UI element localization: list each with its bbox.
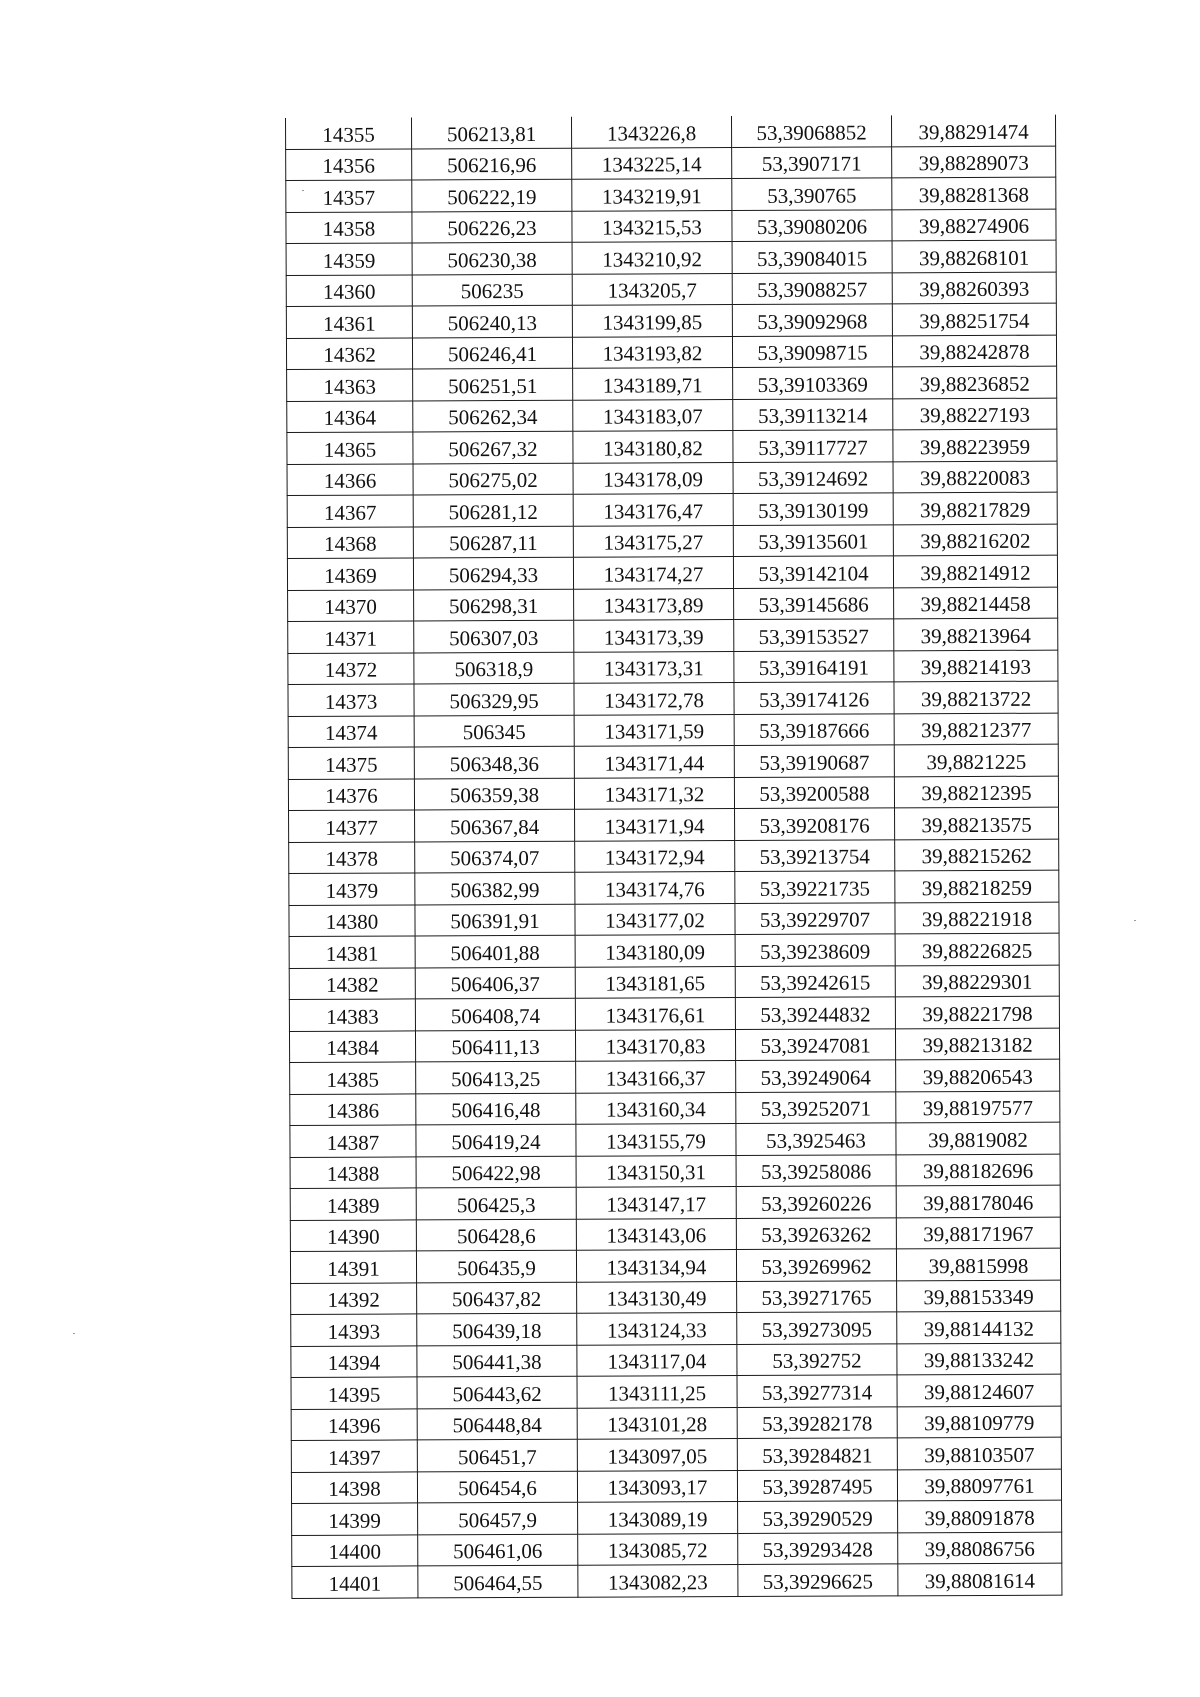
point-number-cell: 14394: [291, 1345, 417, 1377]
latitude-cell: 53,392752: [737, 1343, 897, 1375]
latitude-cell: 53,39113214: [733, 398, 893, 430]
y-coordinate-cell: 1343189,71: [573, 368, 733, 400]
longitude-cell: 39,88274906: [892, 209, 1056, 241]
longitude-cell: 39,88242878: [892, 335, 1056, 367]
x-coordinate-cell: 506408,74: [415, 998, 575, 1030]
point-number-cell: 14366: [287, 463, 413, 495]
x-coordinate-cell: 506457,9: [418, 1502, 578, 1534]
table-row: [290, 1122, 1060, 1157]
longitude-cell: 39,88223959: [893, 429, 1057, 461]
y-coordinate-cell: 1343160,34: [576, 1092, 736, 1124]
latitude-cell: 53,39142104: [733, 556, 893, 588]
latitude-cell: 53,39200588: [734, 776, 894, 808]
latitude-cell: 53,39296625: [738, 1564, 898, 1596]
longitude-cell: 39,88217829: [893, 492, 1057, 524]
x-coordinate-cell: 506329,95: [414, 683, 574, 715]
x-coordinate-cell: 506246,41: [412, 337, 572, 369]
longitude-cell: 39,88178046: [896, 1185, 1060, 1217]
x-coordinate-cell: 506251,51: [413, 368, 573, 400]
latitude-cell: 53,39124692: [733, 461, 893, 493]
longitude-cell: 39,88182696: [896, 1154, 1060, 1186]
latitude-cell: 53,39273095: [737, 1312, 897, 1344]
table-row: [288, 744, 1058, 779]
latitude-cell: 53,39164191: [734, 650, 894, 682]
longitude-cell: 39,88213722: [894, 681, 1058, 713]
y-coordinate-cell: 1343173,39: [574, 620, 734, 652]
latitude-cell: 53,39258086: [736, 1154, 896, 1186]
table-row: [289, 1028, 1059, 1063]
point-number-cell: 14392: [291, 1282, 417, 1314]
table-row: [289, 902, 1059, 937]
point-number-cell: 14374: [288, 715, 414, 747]
y-coordinate-cell: 1343173,31: [574, 651, 734, 683]
x-coordinate-cell: 506382,99: [415, 872, 575, 904]
point-number-cell: 14401: [292, 1566, 418, 1598]
y-coordinate-cell: 1343178,09: [573, 462, 733, 494]
longitude-cell: 39,8821225: [894, 744, 1058, 776]
x-coordinate-cell: 506226,23: [412, 211, 572, 243]
point-number-cell: 14385: [290, 1062, 416, 1094]
table-row: [290, 1217, 1060, 1252]
point-number-cell: 14357: [286, 180, 412, 212]
longitude-cell: 39,88281368: [892, 177, 1056, 209]
y-coordinate-cell: 1343175,27: [573, 525, 733, 557]
longitude-cell: 39,88268101: [892, 240, 1056, 272]
latitude-cell: 53,39088257: [732, 272, 892, 304]
table-row: [286, 272, 1056, 307]
y-coordinate-cell: 1343111,25: [577, 1376, 737, 1408]
longitude-cell: 39,88213182: [895, 1028, 1059, 1060]
point-number-cell: 14367: [287, 495, 413, 527]
point-number-cell: 14358: [286, 211, 412, 243]
x-coordinate-cell: 506235: [412, 274, 572, 306]
x-coordinate-cell: 506464,55: [418, 1565, 578, 1597]
x-coordinate-cell: 506439,18: [417, 1313, 577, 1345]
latitude-cell: 53,39098715: [732, 335, 892, 367]
table-row: [289, 996, 1059, 1031]
x-coordinate-cell: 506307,03: [414, 620, 574, 652]
latitude-cell: 53,39080206: [732, 209, 892, 241]
latitude-cell: 53,39068852: [731, 115, 891, 147]
longitude-cell: 39,88213575: [895, 807, 1059, 839]
longitude-cell: 39,88260393: [892, 272, 1056, 304]
table-row: [288, 776, 1058, 811]
x-coordinate-cell: 506348,36: [414, 746, 574, 778]
point-number-cell: 14386: [290, 1093, 416, 1125]
x-coordinate-cell: 506374,07: [415, 841, 575, 873]
y-coordinate-cell: 1343193,82: [572, 336, 732, 368]
table-row: [287, 461, 1057, 496]
x-coordinate-cell: 506413,25: [416, 1061, 576, 1093]
y-coordinate-cell: 1343183,07: [573, 399, 733, 431]
longitude-cell: 39,88236852: [893, 366, 1057, 398]
longitude-cell: 39,88097761: [897, 1469, 1061, 1501]
point-number-cell: 14376: [288, 778, 414, 810]
latitude-cell: 53,39103369: [733, 367, 893, 399]
table-row: [289, 965, 1059, 1000]
y-coordinate-cell: 1343174,76: [575, 872, 735, 904]
longitude-cell: 39,88197577: [896, 1091, 1060, 1123]
table-row: [288, 587, 1058, 622]
y-coordinate-cell: 1343219,91: [572, 179, 732, 211]
y-coordinate-cell: 1343199,85: [572, 305, 732, 337]
point-number-cell: 14398: [291, 1471, 417, 1503]
table-row: [287, 366, 1057, 401]
table-row: [287, 429, 1057, 464]
point-number-cell: 14355: [286, 117, 412, 149]
point-number-cell: 14369: [287, 558, 413, 590]
longitude-cell: 39,88214912: [893, 555, 1057, 587]
x-coordinate-cell: 506435,9: [416, 1250, 576, 1282]
table-row: [291, 1469, 1061, 1504]
point-number-cell: 14371: [288, 621, 414, 653]
y-coordinate-cell: 1343134,94: [576, 1250, 736, 1282]
table-row: [291, 1311, 1061, 1346]
latitude-cell: 53,39135601: [733, 524, 893, 556]
table-row: [286, 335, 1056, 370]
table-row: [291, 1437, 1061, 1472]
point-number-cell: 14400: [292, 1534, 418, 1566]
longitude-cell: 39,88133242: [897, 1343, 1061, 1375]
longitude-cell: 39,88091878: [898, 1500, 1062, 1532]
y-coordinate-cell: 1343124,33: [577, 1313, 737, 1345]
point-number-cell: 14391: [290, 1251, 416, 1283]
latitude-cell: 53,39174126: [734, 682, 894, 714]
x-coordinate-cell: 506281,12: [413, 494, 573, 526]
x-coordinate-cell: 506448,84: [417, 1408, 577, 1440]
longitude-cell: 39,88227193: [893, 398, 1057, 430]
coordinates-table-body: [286, 115, 1062, 1598]
table-row: [288, 681, 1058, 716]
point-number-cell: 14361: [286, 306, 412, 338]
point-number-cell: 14383: [289, 999, 415, 1031]
latitude-cell: 53,390765: [732, 178, 892, 210]
point-number-cell: 14359: [286, 243, 412, 275]
point-number-cell: 14397: [291, 1440, 417, 1472]
table-row: [286, 146, 1056, 181]
table-row: [291, 1280, 1061, 1315]
x-coordinate-cell: 506275,02: [413, 463, 573, 495]
y-coordinate-cell: 1343180,82: [573, 431, 733, 463]
longitude-cell: 39,88212377: [894, 713, 1058, 745]
table-row: [288, 650, 1058, 685]
y-coordinate-cell: 1343150,31: [576, 1155, 736, 1187]
longitude-cell: 39,88221798: [895, 996, 1059, 1028]
longitude-cell: 39,88206543: [896, 1059, 1060, 1091]
table-row: [289, 807, 1059, 842]
latitude-cell: 53,39130199: [733, 493, 893, 525]
point-number-cell: 14388: [290, 1156, 416, 1188]
table-row: [290, 1154, 1060, 1189]
scan-speck: [302, 190, 304, 191]
x-coordinate-cell: 506222,19: [412, 179, 572, 211]
x-coordinate-cell: 506345: [414, 715, 574, 747]
y-coordinate-cell: 1343226,8: [571, 116, 731, 148]
y-coordinate-cell: 1343155,79: [576, 1124, 736, 1156]
table-row: [292, 1500, 1062, 1535]
point-number-cell: 14395: [291, 1377, 417, 1409]
x-coordinate-cell: 506240,13: [412, 305, 572, 337]
point-number-cell: 14381: [289, 936, 415, 968]
latitude-cell: 53,39282178: [737, 1406, 897, 1438]
y-coordinate-cell: 1343171,32: [574, 777, 734, 809]
x-coordinate-cell: 506443,62: [417, 1376, 577, 1408]
x-coordinate-cell: 506318,9: [414, 652, 574, 684]
x-coordinate-cell: 506230,38: [412, 242, 572, 274]
latitude-cell: 53,39117727: [733, 430, 893, 462]
table-row: [287, 492, 1057, 527]
point-number-cell: 14377: [289, 810, 415, 842]
point-number-cell: 14379: [289, 873, 415, 905]
point-number-cell: 14387: [290, 1125, 416, 1157]
latitude-cell: 53,39287495: [737, 1469, 897, 1501]
table-row: [290, 1059, 1060, 1094]
latitude-cell: 53,39213754: [735, 839, 895, 871]
y-coordinate-cell: 1343093,17: [577, 1470, 737, 1502]
longitude-cell: 39,88081614: [898, 1563, 1062, 1595]
point-number-cell: 14382: [289, 967, 415, 999]
y-coordinate-cell: 1343225,14: [572, 147, 732, 179]
longitude-cell: 39,88109779: [897, 1406, 1061, 1438]
latitude-cell: 53,39221735: [735, 871, 895, 903]
longitude-cell: 39,88218259: [895, 870, 1059, 902]
longitude-cell: 39,88289073: [892, 146, 1056, 178]
table-row: [289, 870, 1059, 905]
x-coordinate-cell: 506411,13: [415, 1030, 575, 1062]
y-coordinate-cell: 1343180,09: [575, 935, 735, 967]
longitude-cell: 39,88221918: [895, 902, 1059, 934]
longitude-cell: 39,88213964: [894, 618, 1058, 650]
scan-speck: [1134, 920, 1136, 921]
latitude-cell: 53,3907171: [732, 146, 892, 178]
point-number-cell: 14362: [286, 337, 412, 369]
x-coordinate-cell: 506213,81: [411, 117, 571, 149]
y-coordinate-cell: 1343171,44: [574, 746, 734, 778]
table-row: [286, 115, 1056, 149]
longitude-cell: 39,88212395: [894, 776, 1058, 808]
latitude-cell: 53,39092968: [732, 304, 892, 336]
point-number-cell: 14368: [287, 526, 413, 558]
latitude-cell: 53,39187666: [734, 713, 894, 745]
x-coordinate-cell: 506359,38: [414, 778, 574, 810]
table-row: [290, 1248, 1060, 1283]
x-coordinate-cell: 506298,31: [414, 589, 574, 621]
x-coordinate-cell: 506461,06: [418, 1534, 578, 1566]
latitude-cell: 53,39284821: [737, 1438, 897, 1470]
y-coordinate-cell: 1343101,28: [577, 1407, 737, 1439]
y-coordinate-cell: 1343215,53: [572, 210, 732, 242]
longitude-cell: 39,88214458: [894, 587, 1058, 619]
table-row: [287, 555, 1057, 590]
y-coordinate-cell: 1343173,89: [574, 588, 734, 620]
x-coordinate-cell: 506391,91: [415, 904, 575, 936]
y-coordinate-cell: 1343181,65: [575, 966, 735, 998]
table-row: [288, 618, 1058, 653]
longitude-cell: 39,88220083: [893, 461, 1057, 493]
table-row: [286, 240, 1056, 275]
y-coordinate-cell: 1343097,05: [577, 1439, 737, 1471]
table-row: [292, 1532, 1062, 1567]
y-coordinate-cell: 1343143,06: [576, 1218, 736, 1250]
point-number-cell: 14375: [288, 747, 414, 779]
latitude-cell: 53,39145686: [734, 587, 894, 619]
point-number-cell: 14360: [286, 274, 412, 306]
x-coordinate-cell: 506425,3: [416, 1187, 576, 1219]
longitude-cell: 39,88124607: [897, 1374, 1061, 1406]
y-coordinate-cell: 1343171,94: [575, 809, 735, 841]
table-row: [291, 1406, 1061, 1441]
latitude-cell: 53,39269962: [736, 1249, 896, 1281]
table-row: [290, 1091, 1060, 1126]
latitude-cell: 53,39242615: [735, 965, 895, 997]
y-coordinate-cell: 1343089,19: [578, 1502, 738, 1534]
y-coordinate-cell: 1343085,72: [578, 1533, 738, 1565]
latitude-cell: 53,39260226: [736, 1186, 896, 1218]
table-row: [287, 398, 1057, 433]
longitude-cell: 39,88291474: [891, 115, 1055, 147]
y-coordinate-cell: 1343205,7: [572, 273, 732, 305]
x-coordinate-cell: 506419,24: [416, 1124, 576, 1156]
table-row: [286, 303, 1056, 338]
scan-speck: [73, 1333, 75, 1334]
point-number-cell: 14389: [290, 1188, 416, 1220]
point-number-cell: 14393: [291, 1314, 417, 1346]
x-coordinate-cell: 506294,33: [413, 557, 573, 589]
latitude-cell: 53,39263262: [736, 1217, 896, 1249]
table-row: [286, 209, 1056, 244]
table-row: [291, 1374, 1061, 1409]
latitude-cell: 53,39249064: [736, 1060, 896, 1092]
x-coordinate-cell: 506267,32: [413, 431, 573, 463]
y-coordinate-cell: 1343166,37: [576, 1061, 736, 1093]
latitude-cell: 53,39190687: [734, 745, 894, 777]
longitude-cell: 39,88103507: [897, 1437, 1061, 1469]
latitude-cell: 53,39238609: [735, 934, 895, 966]
y-coordinate-cell: 1343171,59: [574, 714, 734, 746]
table-row: [290, 1185, 1060, 1220]
y-coordinate-cell: 1343177,02: [575, 903, 735, 935]
x-coordinate-cell: 506428,6: [416, 1219, 576, 1251]
coordinates-table: [285, 115, 1062, 1599]
longitude-cell: 39,88226825: [895, 933, 1059, 965]
table-row: [291, 1343, 1061, 1378]
x-coordinate-cell: 506451,7: [417, 1439, 577, 1471]
longitude-cell: 39,88215262: [895, 839, 1059, 871]
point-number-cell: 14396: [291, 1408, 417, 1440]
y-coordinate-cell: 1343210,92: [572, 242, 732, 274]
point-number-cell: 14373: [288, 684, 414, 716]
point-number-cell: 14364: [287, 400, 413, 432]
latitude-cell: 53,39271765: [737, 1280, 897, 1312]
longitude-cell: 39,88153349: [897, 1280, 1061, 1312]
x-coordinate-cell: 506406,37: [415, 967, 575, 999]
latitude-cell: 53,39293428: [738, 1532, 898, 1564]
y-coordinate-cell: 1343117,04: [577, 1344, 737, 1376]
table-row: [288, 713, 1058, 748]
y-coordinate-cell: 1343172,78: [574, 683, 734, 715]
longitude-cell: 39,8819082: [896, 1122, 1060, 1154]
longitude-cell: 39,88171967: [896, 1217, 1060, 1249]
x-coordinate-cell: 506401,88: [415, 935, 575, 967]
latitude-cell: 53,39153527: [734, 619, 894, 651]
longitude-cell: 39,88214193: [894, 650, 1058, 682]
table-row: [292, 1563, 1062, 1598]
table-row: [286, 177, 1056, 212]
point-number-cell: 14370: [288, 589, 414, 621]
longitude-cell: 39,8815998: [896, 1248, 1060, 1280]
table-row: [287, 524, 1057, 559]
x-coordinate-cell: 506416,48: [416, 1093, 576, 1125]
latitude-cell: 53,39229707: [735, 902, 895, 934]
x-coordinate-cell: 506437,82: [417, 1282, 577, 1314]
point-number-cell: 14363: [287, 369, 413, 401]
y-coordinate-cell: 1343176,47: [573, 494, 733, 526]
y-coordinate-cell: 1343082,23: [578, 1565, 738, 1597]
longitude-cell: 39,88086756: [898, 1532, 1062, 1564]
x-coordinate-cell: 506216,96: [412, 148, 572, 180]
y-coordinate-cell: 1343172,94: [575, 840, 735, 872]
x-coordinate-cell: 506287,11: [413, 526, 573, 558]
x-coordinate-cell: 506454,6: [417, 1471, 577, 1503]
point-number-cell: 14390: [290, 1219, 416, 1251]
y-coordinate-cell: 1343176,61: [575, 998, 735, 1030]
latitude-cell: 53,39252071: [736, 1091, 896, 1123]
latitude-cell: 53,39290529: [738, 1501, 898, 1533]
x-coordinate-cell: 506262,34: [413, 400, 573, 432]
x-coordinate-cell: 506441,38: [417, 1345, 577, 1377]
latitude-cell: 53,39244832: [735, 997, 895, 1029]
point-number-cell: 14356: [286, 148, 412, 180]
coordinates-table-wrapper: [285, 115, 1061, 1599]
x-coordinate-cell: 506367,84: [415, 809, 575, 841]
longitude-cell: 39,88229301: [895, 965, 1059, 997]
longitude-cell: 39,88144132: [897, 1311, 1061, 1343]
latitude-cell: 53,3925463: [736, 1123, 896, 1155]
latitude-cell: 53,39277314: [737, 1375, 897, 1407]
point-number-cell: 14372: [288, 652, 414, 684]
point-number-cell: 14365: [287, 432, 413, 464]
point-number-cell: 14378: [289, 841, 415, 873]
longitude-cell: 39,88251754: [892, 303, 1056, 335]
table-row: [289, 933, 1059, 968]
point-number-cell: 14384: [289, 1030, 415, 1062]
point-number-cell: 14380: [289, 904, 415, 936]
y-coordinate-cell: 1343130,49: [577, 1281, 737, 1313]
longitude-cell: 39,88216202: [893, 524, 1057, 556]
y-coordinate-cell: 1343170,83: [575, 1029, 735, 1061]
latitude-cell: 53,39247081: [735, 1028, 895, 1060]
x-coordinate-cell: 506422,98: [416, 1156, 576, 1188]
latitude-cell: 53,39084015: [732, 241, 892, 273]
y-coordinate-cell: 1343174,27: [573, 557, 733, 589]
y-coordinate-cell: 1343147,17: [576, 1187, 736, 1219]
point-number-cell: 14399: [292, 1503, 418, 1535]
table-row: [289, 839, 1059, 874]
latitude-cell: 53,39208176: [735, 808, 895, 840]
